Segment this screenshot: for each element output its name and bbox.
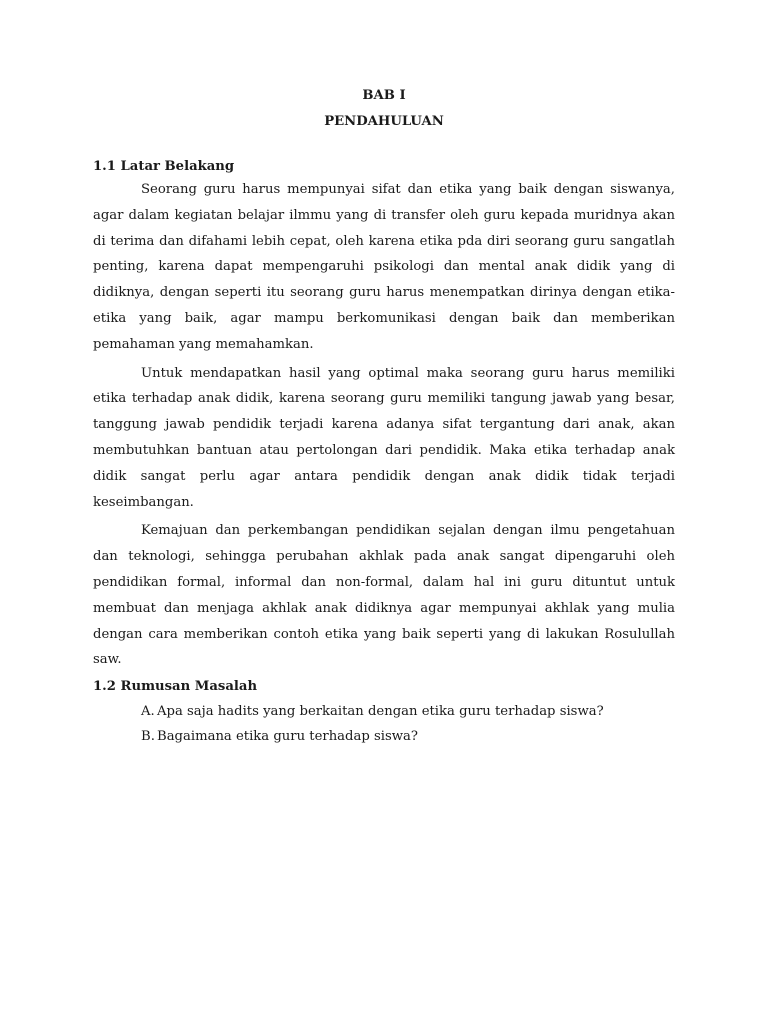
list-item-text: Apa saja hadits yang berkaitan dengan etika guru terhadap siswa? bbox=[157, 704, 604, 720]
section-heading-latar-belakang: 1.1 Latar Belakang bbox=[93, 159, 235, 174]
list-marker: A. bbox=[141, 704, 155, 720]
list-item bbox=[141, 699, 675, 724]
paragraph: Kemajuan dan perkembangan pendidikan sejalan dengan ilmu pengetahuan dan teknologi, sehingga perubahan akhlak pada anak sangat dipengaruhi oleh pendidikan formal, informal dan non-formal, dalam hal ini guru dituntut untuk membuat dan menjaga akhlak anak didiknya agar mempunyai akhlak yang mulia dengan cara memberikan contoh etika yang baik seperti yang di lakukan Rosulullah saw. bbox=[93, 523, 675, 668]
document-body bbox=[93, 80, 675, 749]
chapter-label: BAB I bbox=[362, 88, 406, 103]
problem-list bbox=[93, 699, 675, 749]
list-item-text: Bagaimana etika guru terhadap siswa? bbox=[157, 729, 418, 745]
list-item bbox=[141, 724, 675, 749]
paragraph: Seorang guru harus mempunyai sifat dan etika yang baik dengan siswanya, agar dalam kegiatan belajar ilmmu yang di transfer oleh guru kepada muridnya akan di terima dan difahami lebih cepat, oleh karena etika pda diri seorang guru sangatlah penting, karena dapat mempengaruhi psikologi dan mental anak didik yang di didiknya, dengan seperti itu seorang guru harus menempatkan dirinya dengan etika-etika yang baik, agar mampu berkomunikasi dengan baik dan memberikan pemahaman yang memahamkan. bbox=[93, 182, 675, 352]
list-marker: B. bbox=[141, 729, 155, 745]
paragraph: Untuk mendapatkan hasil yang optimal maka seorang guru harus memiliki etika terhadap anak didik, karena seorang guru memiliki tangung jawab yang besar, tanggung jawab pendidik terjadi karena adanya sifat tergantung dari anak, akan membutuhkan bantuan atau pertolongan dari pendidik. Maka etika terhadap anak didik sangat perlu agar antara pendidik dengan anak didik tidak terjadi keseimbangan. bbox=[93, 365, 675, 510]
section-heading-rumusan-masalah: 1.2 Rumusan Masalah bbox=[93, 679, 258, 695]
chapter-title: PENDAHULUAN bbox=[324, 114, 444, 129]
